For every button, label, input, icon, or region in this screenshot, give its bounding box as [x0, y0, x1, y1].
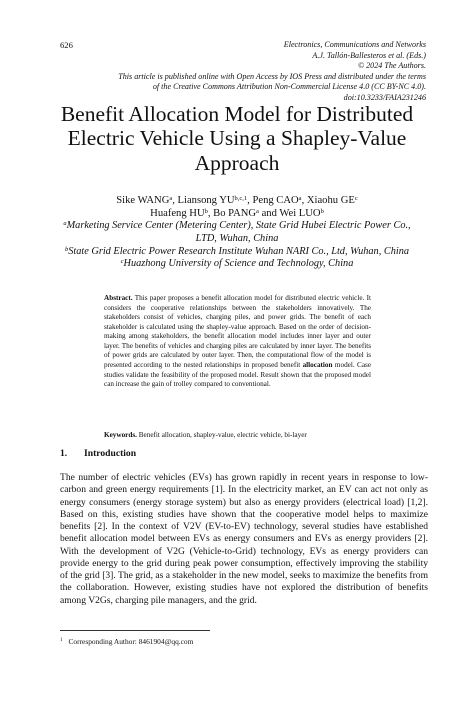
- affiliation-marker: c: [120, 258, 124, 266]
- publication-header: [46, 40, 426, 104]
- affiliation-a: [30, 220, 444, 233]
- page-number: 626: [60, 40, 73, 50]
- affiliation-c: [30, 258, 444, 271]
- affiliation-b: [30, 246, 444, 259]
- section-number: 1.: [60, 448, 68, 459]
- author-separator: and: [258, 208, 280, 219]
- affiliation-marker: b,c,1: [234, 195, 248, 202]
- author-list: [30, 194, 444, 220]
- affiliation-marker: b: [320, 208, 324, 215]
- footnote-divider: [60, 630, 210, 631]
- affiliation-marker: a: [169, 195, 173, 202]
- author-name: Sike WANG: [116, 195, 170, 206]
- footnote: [60, 637, 193, 647]
- header-line: A.J. Tallón-Ballesteros et al. (Eds.): [312, 50, 426, 60]
- header-line: doi:10.3233/FAIA231246: [343, 92, 426, 102]
- affiliation-marker: b: [64, 245, 69, 253]
- affiliation-text: State Grid Electric Power Research Institute Wuhan NARI Co., Ltd, Wuhan, China: [68, 245, 410, 257]
- affiliation-a-continued: LTD, Wuhan, China: [195, 232, 279, 244]
- affiliation-marker: b: [204, 208, 208, 215]
- abstract-paragraph: [104, 294, 371, 390]
- header-line: Electronics, Communications and Networks: [283, 40, 426, 49]
- author-name: Xiaohu GE: [306, 195, 355, 206]
- affiliations: [30, 220, 444, 271]
- affiliation-marker: a: [298, 195, 302, 202]
- author-name: Peng CAO: [252, 195, 299, 206]
- author-separator: ,: [301, 195, 307, 206]
- author-separator: ,: [172, 195, 178, 206]
- header-line: of the Creative Commons Attribution Non-Commercial License 4.0 (CC BY-NC 4.0).: [152, 82, 426, 92]
- footnote-text: Corresponding Author: 8461904@qq.com: [68, 637, 194, 646]
- header-line: This article is published online with Open Access by IOS Press and distributed under the terms: [118, 71, 426, 81]
- title-line: Electric Vehicle Using a Shapley-Value: [67, 126, 407, 151]
- author-separator: ,: [207, 208, 214, 219]
- affiliation-marker: c: [354, 195, 358, 202]
- title-line: Benefit Allocation Model for Distributed: [60, 102, 414, 126]
- author-name: Huafeng HU: [150, 208, 205, 219]
- author-separator: ,: [247, 195, 253, 206]
- affiliation-text: Huazhong University of Science and Technology, China: [123, 258, 354, 270]
- paper-title: [30, 102, 444, 175]
- keywords-label: Keywords.: [104, 431, 137, 439]
- footnote-marker: 1: [60, 638, 63, 643]
- affiliation-marker: a: [256, 208, 259, 215]
- section-heading: [60, 448, 136, 460]
- author-line: [30, 194, 444, 207]
- author-name: Liansong YU: [177, 195, 235, 206]
- abstract-text: This paper proposes a benefit allocation model for distributed electric vehicle. It considers the cooperative relationships between the stakeholders innovatively. The stakeholders consist of vehicles, charging piles, and power grids. The benefit of each stakeholder is calculated using the shapley-value approach. Based on the order of decision-making among stakeholders, the benefit allocation model includes inner layer and outer layer. The benefits of vehicles and charging piles are calculated by inner layer. The benefits of power grids are calculated by outer layer. Then, the computational flow of the model is presented according to the nested relationships in proposed benefit: [104, 294, 371, 369]
- abstract-bold-term: allocation: [302, 360, 333, 369]
- section-title: Introduction: [84, 448, 137, 459]
- title-line: Approach: [194, 150, 280, 175]
- affiliation-marker: a: [63, 220, 67, 227]
- abstract-text: model. Case studies validate the feasibility of the proposed model. Result shown that the proposed model can increase the gain of trolley compared to conventional.: [104, 360, 372, 389]
- author-line: [30, 207, 444, 220]
- abstract-label: Abstract.: [104, 294, 133, 302]
- header-line: © 2024 The Authors.: [357, 61, 426, 71]
- body-text: [60, 472, 428, 607]
- affiliation-text: Marketing Service Center (Metering Center), State Grid Hubei Electric Power Co.,: [66, 220, 411, 231]
- body-paragraph: The number of electric vehicles (EVs) has grown rapidly in recent years in response to low-carbon and green energy requirements [1]. In the electricity market, an EV can act not only as energy consumers (energy storage system) but also as energy providers (electrical load) [1,2]. Based on this, existing studies have shown that the cooperative model helps to maximize benefits [2]. In the context of V2V (EV-to-EV) technology, several studies have established benefit allocation model between EVs as energy consumers and EVs as energy providers [2]. With the development of V2G (Vehicle-to-Grid) technology, EVs as energy providers can provide energy to the grid during peak power consumption, effectively improving the stability of the grid [3]. The grid, as a stakeholder in the new model, seeks to maximize the benefits from the collaboration. However, existing studies have not explored the distribution of benefits among V2Gs, charging pile managers, and the grid.: [60, 472, 428, 606]
- author-name: Bo PANG: [213, 208, 257, 219]
- author-name: Wei LUO: [279, 208, 321, 219]
- keywords-text: Benefit allocation, shapley-value, electric vehicle, bi-layer: [136, 431, 307, 439]
- keywords: [104, 431, 394, 441]
- abstract: [104, 294, 371, 390]
